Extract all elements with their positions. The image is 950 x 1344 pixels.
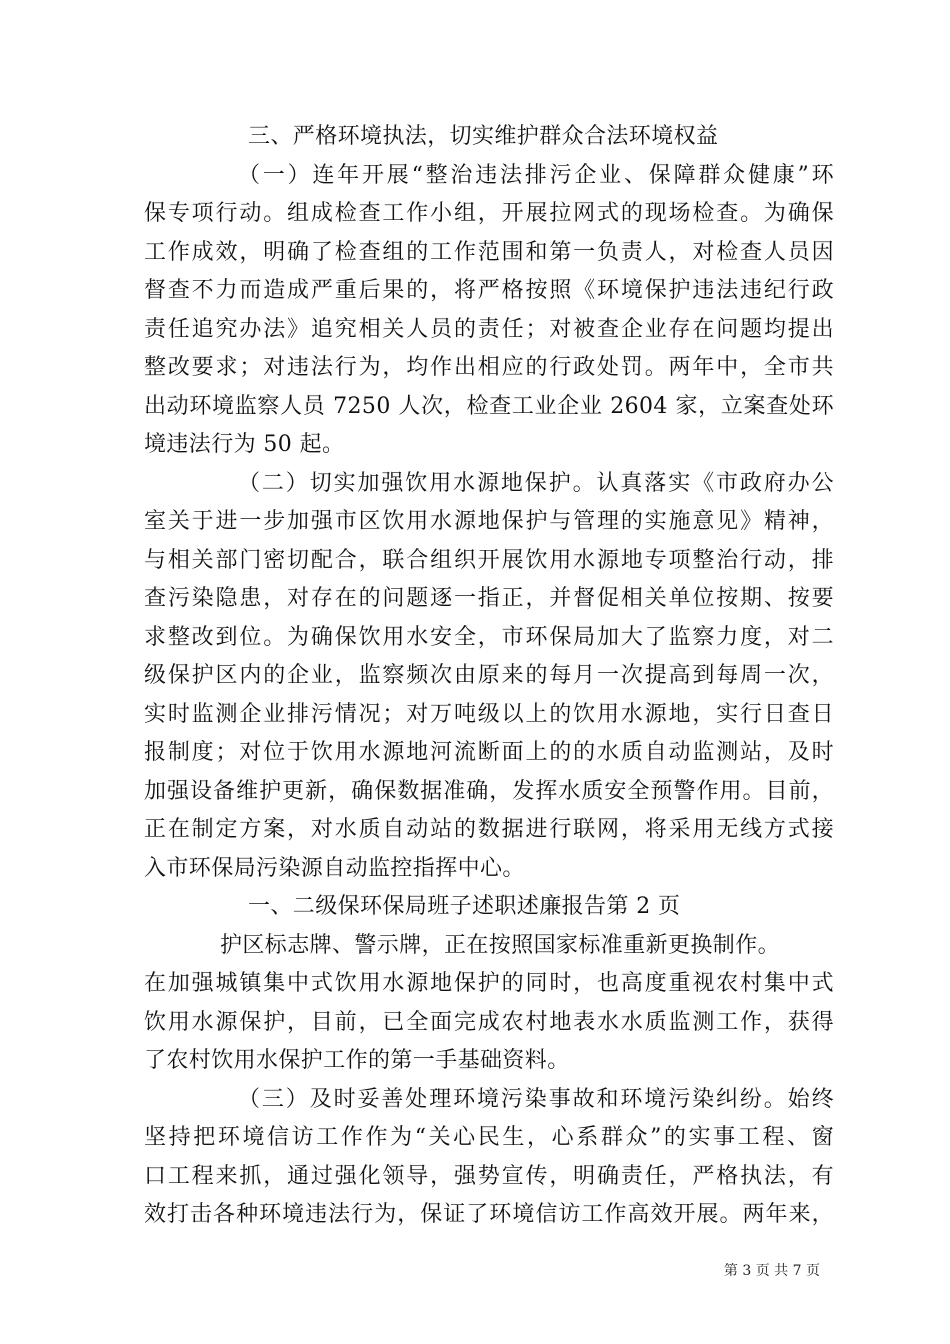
text-line: 境违法行为 50 起。: [144, 432, 345, 457]
text-line: 了农村饮用水保护工作的第一手基础资料。: [144, 1048, 570, 1073]
text-line: 口工程来抓，通过强化领导，强势宣传，明确责任，严格执法，有: [144, 1163, 834, 1189]
text-line: 三、严格环境执法，切实维护群众合法环境权益: [248, 124, 719, 149]
text-line: 饮用水源保护，目前，已全面完成农村地表水水质监测工作，获得: [144, 1009, 834, 1035]
text-line: 入市环保局污染源自动监控指挥中心。: [144, 855, 525, 881]
text-line: 工作成效，明确了检查组的工作范围和第一负责人，对检查人员因: [144, 239, 834, 265]
text-line: 一、二级保环保局班子述职述廉报告第 2 页: [248, 894, 681, 919]
text-line: 级保护区内的企业，监察频次由原来的每月一次提高到每周一次，: [144, 663, 834, 688]
text-line: （二）切实加强饮用水源地保护。认真落实《市政府办公: [238, 470, 834, 496]
text-line: 在加强城镇集中式饮用水源地保护的同时，也高度重视农村集中式: [144, 971, 834, 996]
text-line: 整改要求；对违法行为，均作出相应的行政处罚。两年中，全市共: [144, 355, 834, 380]
page-footer: 第 3 页 共 7 页: [723, 1263, 820, 1279]
text-line: （一）连年开展“整治违法排污企业、保障群众健康”环: [238, 162, 834, 188]
text-line: 坚持把环境信访工作作为“关心民生，心系群众”的实事工程、窗: [144, 1125, 834, 1150]
text-line: 与相关部门密切配合，联合组织开展饮用水源地专项整治行动，排: [144, 547, 834, 573]
text-line: （三）及时妥善处理环境污染事故和环境污染纠纷。始终: [238, 1086, 834, 1112]
text-line: 求整改到位。为确保饮用水安全，市环保局加大了监察力度，对二: [144, 624, 834, 650]
text-line: 实时监测企业排污情况；对万吨级以上的饮用水源地，实行日查日: [144, 701, 834, 727]
text-line: 责任追究办法》追究相关人员的责任；对被查企业存在问题均提出: [144, 316, 834, 342]
text-line: 正在制定方案，对水质自动站的数据进行联网，将采用无线方式接: [144, 817, 834, 842]
text-line: 出动环境监察人员 7250 人次，检查工业企业 2604 家，立案查处环: [144, 393, 834, 419]
document-body: [144, 118, 834, 1235]
text-line: 室关于进一步加强市区饮用水源地保护与管理的实施意见》精神，: [144, 509, 834, 534]
text-line: 效打击各种环境违法行为，保证了环境信访工作高效开展。两年来，: [144, 1202, 834, 1227]
text-line: 加强设备维护更新，确保数据准确，发挥水质安全预警作用。目前，: [144, 778, 834, 804]
text-line: 护区标志牌、警示牌，正在按照国家标准重新更换制作。: [220, 932, 781, 958]
text-line: 查污染隐患，对存在的问题逐一指正，并督促相关单位按期、按要: [144, 586, 834, 611]
text-line: 保专项行动。组成检查工作小组，开展拉网式的现场检查。为确保: [144, 201, 834, 226]
text-line: 督查不力而造成严重后果的，将严格按照《环境保护违法违纪行政: [144, 278, 834, 303]
text-line: 报制度；对位于饮用水源地河流断面上的的水质自动监测站，及时: [144, 740, 834, 765]
